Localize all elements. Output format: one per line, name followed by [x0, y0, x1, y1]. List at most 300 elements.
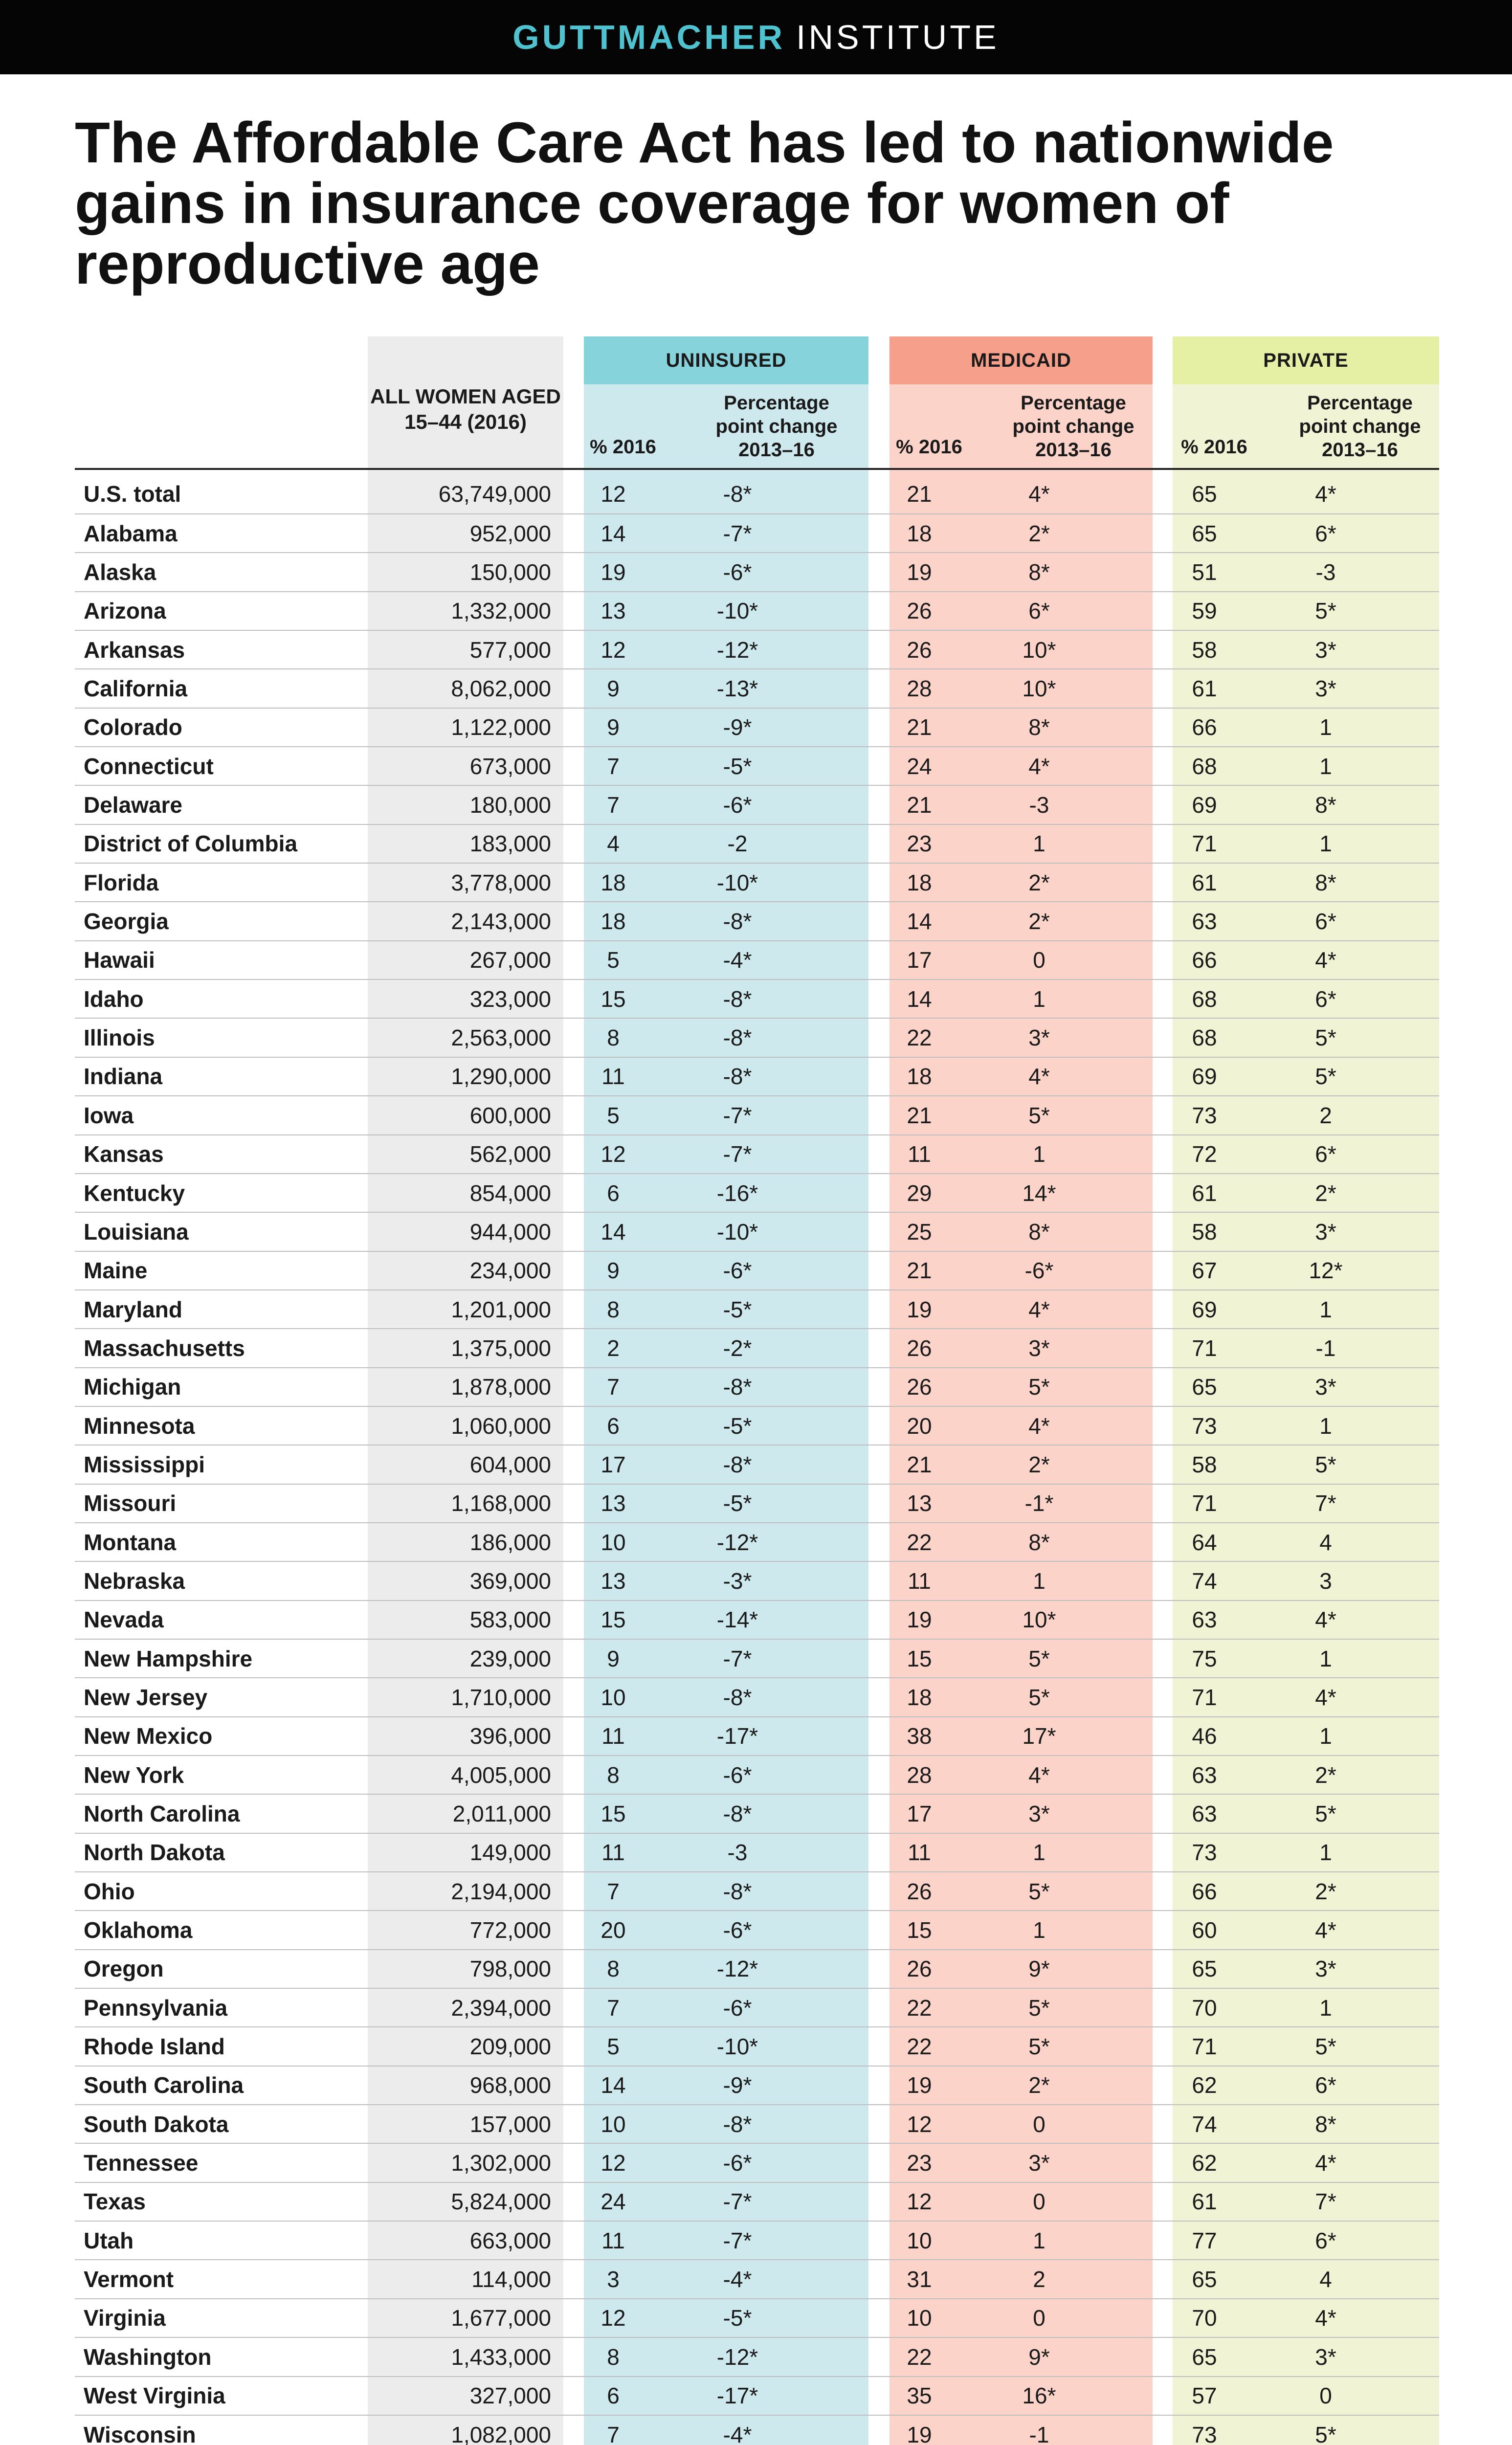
- table-row: [75, 1911, 1439, 1950]
- uninsured-change: -10*: [716, 2034, 758, 2060]
- uninsured-change: -7*: [723, 1645, 752, 1671]
- medicaid-pct-2016: 12: [907, 2111, 932, 2137]
- women-count: 5,824,000: [451, 2189, 551, 2215]
- private-change: 5*: [1315, 1451, 1336, 1477]
- table-row: [75, 514, 1439, 553]
- private-pct-2016: 68: [1192, 1025, 1217, 1051]
- table-row: [75, 1445, 1439, 1484]
- medicaid-pct-2016: 10: [907, 2227, 932, 2253]
- private-change: 6*: [1315, 2227, 1336, 2253]
- private-pct-2016: 71: [1192, 2034, 1217, 2060]
- uninsured-change: -6*: [723, 1258, 752, 1284]
- private-pct-2016: 73: [1192, 1840, 1217, 1866]
- medicaid-pct-2016: 21: [907, 1102, 932, 1128]
- uninsured-change: -6*: [723, 559, 752, 585]
- medicaid-change: 4*: [1028, 1762, 1050, 1788]
- table-row: [75, 709, 1439, 747]
- uninsured-pct-2016: 7: [607, 792, 620, 818]
- uninsured-pct-2016: 18: [600, 909, 626, 934]
- women-count: 1,878,000: [451, 1374, 551, 1400]
- medicaid-change: -6*: [1024, 1258, 1054, 1284]
- table-row: [75, 1950, 1439, 1989]
- women-count: 968,000: [469, 2072, 551, 2098]
- women-count: 1,332,000: [451, 598, 551, 624]
- private-pct-2016: 73: [1192, 2422, 1217, 2445]
- uninsured-pct-2016: 7: [607, 753, 620, 779]
- private-pct-2016: 73: [1192, 1102, 1217, 1128]
- uninsured-change: -8*: [723, 986, 752, 1012]
- uninsured-pct-2016: 5: [607, 2034, 620, 2060]
- medicaid-pct-2016: 18: [907, 520, 932, 546]
- state-name: Minnesota: [84, 1413, 195, 1439]
- medicaid-change: 1: [1033, 1917, 1045, 1943]
- private-change: -1: [1315, 1335, 1336, 1361]
- private-pct-2016: 73: [1192, 1413, 1217, 1439]
- women-count: 396,000: [469, 1723, 551, 1749]
- table-row: [75, 2183, 1439, 2222]
- table-row: [75, 1989, 1439, 2027]
- women-count: 1,710,000: [451, 1684, 551, 1710]
- private-pct-2016: 65: [1192, 1374, 1217, 1400]
- women-count: 183,000: [469, 831, 551, 857]
- uninsured-pct-2016: 5: [607, 947, 620, 973]
- women-count: 209,000: [469, 2034, 551, 2060]
- uninsured-pct-2016: 9: [607, 714, 620, 740]
- private-pct-2016: 65: [1192, 2267, 1217, 2292]
- uninsured-pct-2016: 15: [600, 1607, 626, 1633]
- state-name: New Mexico: [84, 1723, 213, 1749]
- table-row: [75, 553, 1439, 592]
- medicaid-pct-2016: 21: [907, 1451, 932, 1477]
- private-change: 6*: [1315, 909, 1336, 934]
- uninsured-pct-2016: 6: [607, 1180, 620, 1206]
- private-pct-2016: 61: [1192, 869, 1217, 895]
- medicaid-pct-2016: 19: [907, 2422, 932, 2445]
- table-row: [75, 1096, 1439, 1135]
- table-row: [75, 1368, 1439, 1407]
- uninsured-pct-2016: 12: [600, 637, 626, 663]
- uninsured-change: -7*: [723, 2227, 752, 2253]
- medicaid-pct-2016: 17: [907, 1801, 932, 1827]
- uninsured-pct-2016: 15: [600, 986, 626, 1012]
- uninsured-pct-2016: 19: [600, 559, 626, 585]
- private-pct-2016: 77: [1192, 2227, 1217, 2253]
- medicaid-change: 2*: [1028, 520, 1050, 546]
- medicaid-pct-2016: 28: [907, 1762, 932, 1788]
- medicaid-pct-2016: 26: [907, 598, 932, 624]
- private-change: 4: [1319, 1529, 1332, 1555]
- uninsured-pct-2016: 12: [600, 1141, 626, 1167]
- medicaid-pct-2016: 22: [907, 2344, 932, 2370]
- medicaid-change: 5*: [1028, 1374, 1050, 1400]
- table-row: [75, 474, 1439, 514]
- private-change: 5*: [1315, 1064, 1336, 1089]
- private-pct-2016: 74: [1192, 2111, 1217, 2137]
- medicaid-change: 10*: [1022, 1607, 1056, 1633]
- medicaid-change: 4*: [1028, 1064, 1050, 1089]
- private-change: 0: [1319, 2383, 1332, 2409]
- medicaid-change: 3*: [1028, 1335, 1050, 1361]
- uninsured-change: -8*: [723, 1064, 752, 1089]
- uninsured-change: -8*: [723, 481, 752, 507]
- table-row: [75, 1872, 1439, 1911]
- medicaid-pct-2016: 25: [907, 1219, 932, 1245]
- women-count: 1,290,000: [451, 1064, 551, 1089]
- women-count: 180,000: [469, 792, 551, 818]
- state-name: Nevada: [84, 1607, 164, 1633]
- private-change: 8*: [1315, 792, 1336, 818]
- state-name: Washington: [84, 2344, 212, 2370]
- private-change: 5*: [1315, 2422, 1336, 2445]
- state-name: New York: [84, 1762, 184, 1788]
- state-name: Illinois: [84, 1025, 155, 1051]
- uninsured-pct-2016: 10: [600, 2111, 626, 2137]
- header-bar: [0, 0, 1512, 74]
- women-count: 1,168,000: [451, 1490, 551, 1516]
- uninsured-change: -10*: [716, 1219, 758, 1245]
- table-row: [75, 2416, 1439, 2445]
- table-row: [75, 825, 1439, 864]
- private-change: 1: [1319, 1296, 1332, 1322]
- table-row: [75, 1058, 1439, 1096]
- table-row: [75, 1601, 1439, 1640]
- uninsured-pct-2016: 11: [601, 1064, 625, 1089]
- state-name: Ohio: [84, 1878, 135, 1904]
- private-change: 4*: [1315, 947, 1336, 973]
- private-pct-2016: 66: [1192, 714, 1217, 740]
- women-count: 3,778,000: [451, 869, 551, 895]
- uninsured-change: -8*: [723, 1374, 752, 1400]
- uninsured-change: -12*: [716, 1529, 758, 1555]
- private-pct-2016: 69: [1192, 1296, 1217, 1322]
- private-pct-2016: 74: [1192, 1568, 1217, 1594]
- women-count: 2,143,000: [451, 909, 551, 934]
- medicaid-change: 2*: [1028, 909, 1050, 934]
- state-name: Utah: [84, 2227, 134, 2253]
- table-row: [75, 2299, 1439, 2338]
- table-row: [75, 941, 1439, 980]
- private-pct-2016: 69: [1192, 792, 1217, 818]
- private-change: 6*: [1315, 986, 1336, 1012]
- private-change: 2*: [1315, 1878, 1336, 1904]
- private-change: 4*: [1315, 1607, 1336, 1633]
- medicaid-change: 2*: [1028, 2072, 1050, 2098]
- medicaid-change: 1: [1033, 2227, 1045, 2253]
- medicaid-change: 3*: [1028, 2150, 1050, 2176]
- medicaid-change: 10*: [1022, 637, 1056, 663]
- women-count: 1,201,000: [451, 1296, 551, 1322]
- private-pct-2016: 58: [1192, 637, 1217, 663]
- table-row: [75, 1290, 1439, 1329]
- medicaid-change: 3*: [1028, 1025, 1050, 1051]
- uninsured-change: -7*: [723, 2189, 752, 2215]
- medicaid-pct-2016: 23: [907, 2150, 932, 2176]
- uninsured-change: -6*: [723, 1762, 752, 1788]
- women-count: 1,302,000: [451, 2150, 551, 2176]
- medicaid-pct-2016: 11: [908, 1840, 931, 1866]
- private-change: 1: [1319, 1995, 1332, 2021]
- state-name: Vermont: [84, 2267, 174, 2292]
- women-count: 4,005,000: [451, 1762, 551, 1788]
- private-change: 3*: [1315, 676, 1336, 702]
- uninsured-change: -8*: [723, 909, 752, 934]
- uninsured-change-header: Percentage point change 2013–16: [715, 392, 838, 461]
- private-pct-2016: 64: [1192, 1529, 1217, 1555]
- medicaid-change: 8*: [1028, 1529, 1050, 1555]
- medicaid-pct-2016: 18: [907, 869, 932, 895]
- uninsured-pct-2016: 13: [600, 1568, 626, 1594]
- uninsured-pct-2016: 15: [600, 1801, 626, 1827]
- table-row: [75, 1485, 1439, 1523]
- medicaid-pct-2016: 26: [907, 1374, 932, 1400]
- state-name: Maryland: [84, 1296, 182, 1322]
- women-count: 583,000: [469, 1607, 551, 1633]
- medicaid-pct-2016: 21: [907, 1258, 932, 1284]
- uninsured-pct-2016: 17: [600, 1451, 626, 1477]
- medicaid-pct-2016: 22: [907, 2034, 932, 2060]
- private-pct-2016: 58: [1192, 1219, 1217, 1245]
- medicaid-pct-2016: 31: [907, 2267, 932, 2292]
- state-name: Kentucky: [84, 1180, 185, 1206]
- women-count: 157,000: [469, 2111, 551, 2137]
- uninsured-pct-2016: 8: [607, 1762, 620, 1788]
- uninsured-pct-2016: 6: [607, 2383, 620, 2409]
- table-row: [75, 1019, 1439, 1057]
- uninsured-pct-2016: 11: [601, 1840, 625, 1866]
- private-change: 5*: [1315, 2034, 1336, 2060]
- medicaid-group-header: MEDICAID: [889, 336, 1153, 384]
- medicaid-change: 3*: [1028, 1801, 1050, 1827]
- state-name: Massachusetts: [84, 1335, 245, 1361]
- state-name: New Jersey: [84, 1684, 208, 1710]
- medicaid-pct-2016: 26: [907, 637, 932, 663]
- medicaid-change: 4*: [1028, 481, 1050, 507]
- private-change: 8*: [1315, 869, 1336, 895]
- medicaid-change: 0: [1033, 2305, 1045, 2331]
- women-count: 1,060,000: [451, 1413, 551, 1439]
- uninsured-change: -3: [727, 1840, 748, 1866]
- women-count: 369,000: [469, 1568, 551, 1594]
- uninsured-pct-2016: 2: [607, 1335, 620, 1361]
- private-change-header: Percentage point change 2013–16: [1299, 392, 1421, 461]
- state-name: Texas: [84, 2189, 146, 2215]
- uninsured-pct-2016: 6: [607, 1413, 620, 1439]
- uninsured-pct-2016-header: % 2016: [590, 436, 656, 458]
- private-change: 4*: [1315, 2150, 1336, 2176]
- medicaid-change: 17*: [1022, 1723, 1056, 1749]
- uninsured-change: -7*: [723, 520, 752, 546]
- medicaid-pct-2016: 18: [907, 1684, 932, 1710]
- medicaid-pct-2016: 11: [908, 1568, 931, 1594]
- table-row: [75, 864, 1439, 902]
- uninsured-pct-2016: 4: [607, 831, 620, 857]
- uninsured-pct-2016: 14: [600, 1219, 626, 1245]
- medicaid-pct-2016-header: % 2016: [896, 436, 962, 458]
- medicaid-pct-2016: 19: [907, 1607, 932, 1633]
- medicaid-change: 9*: [1028, 2344, 1050, 2370]
- medicaid-pct-2016: 35: [907, 2383, 932, 2409]
- private-change: 1: [1319, 1645, 1332, 1671]
- medicaid-change: 5*: [1028, 1102, 1050, 1128]
- medicaid-change: 0: [1033, 947, 1045, 973]
- medicaid-change: 10*: [1022, 676, 1056, 702]
- medicaid-change: 8*: [1028, 559, 1050, 585]
- medicaid-pct-2016: 19: [907, 2072, 932, 2098]
- uninsured-change: -4*: [723, 2422, 752, 2445]
- medicaid-change: 1: [1033, 1568, 1045, 1594]
- medicaid-change: 5*: [1028, 1995, 1050, 2021]
- private-pct-2016: 59: [1192, 598, 1217, 624]
- private-pct-2016: 58: [1192, 1451, 1217, 1477]
- state-name: Georgia: [84, 909, 169, 934]
- uninsured-pct-2016: 12: [600, 2305, 626, 2331]
- uninsured-change: -10*: [716, 869, 758, 895]
- uninsured-change: -8*: [723, 1684, 752, 1710]
- table-row: [75, 1174, 1439, 1213]
- medicaid-change: 16*: [1022, 2383, 1056, 2409]
- table-row: [75, 2338, 1439, 2377]
- table-row: [75, 1640, 1439, 1678]
- uninsured-pct-2016: 12: [600, 481, 626, 507]
- uninsured-change: -9*: [723, 2072, 752, 2098]
- private-change: 4*: [1315, 481, 1336, 507]
- medicaid-change: 5*: [1028, 1645, 1050, 1671]
- table-row: [75, 1213, 1439, 1251]
- uninsured-pct-2016: 24: [600, 2189, 626, 2215]
- state-name: Mississippi: [84, 1451, 205, 1477]
- medicaid-pct-2016: 10: [907, 2305, 932, 2331]
- table-row: [75, 2105, 1439, 2144]
- table-row: [75, 1795, 1439, 1833]
- uninsured-pct-2016: 10: [600, 1684, 626, 1710]
- women-count: 1,122,000: [451, 714, 551, 740]
- uninsured-change: -9*: [723, 714, 752, 740]
- table-row: [75, 1523, 1439, 1562]
- private-pct-2016: 69: [1192, 1064, 1217, 1089]
- uninsured-change: -16*: [716, 1180, 758, 1206]
- private-change: 4*: [1315, 1684, 1336, 1710]
- private-change: 1: [1319, 753, 1332, 779]
- women-count: 8,062,000: [451, 676, 551, 702]
- private-pct-2016: 62: [1192, 2150, 1217, 2176]
- private-change: 3*: [1315, 2344, 1336, 2370]
- medicaid-change: 4*: [1028, 753, 1050, 779]
- page-title: The Affordable Care Act has led to nationwide gains in insurance coverage for women of reproductive age: [75, 111, 1334, 296]
- state-name: Oregon: [84, 1956, 164, 1982]
- private-change: 2: [1319, 1102, 1332, 1128]
- state-name: Connecticut: [84, 753, 214, 779]
- state-name: Wisconsin: [84, 2422, 196, 2445]
- table-row: [75, 2067, 1439, 2105]
- women-count: 1,082,000: [451, 2422, 551, 2445]
- private-change: 6*: [1315, 520, 1336, 546]
- table-row: [75, 2377, 1439, 2416]
- private-change: 3*: [1315, 1219, 1336, 1245]
- medicaid-pct-2016: 15: [907, 1917, 932, 1943]
- uninsured-change: -8*: [723, 1451, 752, 1477]
- table-row: [75, 902, 1439, 941]
- private-change: 7*: [1315, 1490, 1336, 1516]
- private-pct-2016: 61: [1192, 676, 1217, 702]
- women-count: 327,000: [469, 2383, 551, 2409]
- uninsured-pct-2016: 10: [600, 1529, 626, 1555]
- uninsured-pct-2016: 9: [607, 1258, 620, 1284]
- state-name: Indiana: [84, 1064, 163, 1089]
- medicaid-change: 5*: [1028, 1684, 1050, 1710]
- uninsured-pct-2016: 9: [607, 676, 620, 702]
- women-count: 323,000: [469, 986, 551, 1012]
- medicaid-change: -3: [1029, 792, 1049, 818]
- header-divider: [75, 468, 1439, 470]
- private-pct-2016: 51: [1192, 559, 1217, 585]
- uninsured-change: -2*: [723, 1335, 752, 1361]
- private-pct-2016: 70: [1192, 2305, 1217, 2331]
- medicaid-change: 2*: [1028, 869, 1050, 895]
- medicaid-change: 4*: [1028, 1413, 1050, 1439]
- uninsured-change: -7*: [723, 1141, 752, 1167]
- table-row: [75, 1678, 1439, 1717]
- private-pct-2016: 71: [1192, 1684, 1217, 1710]
- medicaid-pct-2016: 15: [907, 1645, 932, 1671]
- medicaid-pct-2016: 19: [907, 559, 932, 585]
- table-row: [75, 1329, 1439, 1368]
- uninsured-pct-2016: 12: [600, 2150, 626, 2176]
- uninsured-change: -4*: [723, 947, 752, 973]
- state-name: Oklahoma: [84, 1917, 193, 1943]
- coverage-table: [75, 474, 1439, 2445]
- uninsured-pct-2016: 13: [600, 598, 626, 624]
- medicaid-pct-2016: 22: [907, 1995, 932, 2021]
- private-pct-2016: 63: [1192, 1801, 1217, 1827]
- women-count: 150,000: [469, 559, 551, 585]
- women-count: 63,749,000: [438, 481, 551, 507]
- state-name: New Hampshire: [84, 1645, 253, 1671]
- medicaid-pct-2016: 38: [907, 1723, 932, 1749]
- private-change: 4*: [1315, 1917, 1336, 1943]
- state-name: South Carolina: [84, 2072, 244, 2098]
- private-pct-2016: 57: [1192, 2383, 1217, 2409]
- medicaid-pct-2016: 17: [907, 947, 932, 973]
- private-pct-2016: 65: [1192, 481, 1217, 507]
- private-change: 4: [1319, 2267, 1332, 2292]
- table-row: [75, 1135, 1439, 1174]
- medicaid-pct-2016: 26: [907, 1956, 932, 1982]
- private-change: 1: [1319, 1723, 1332, 1749]
- private-pct-2016: 75: [1192, 1645, 1217, 1671]
- uninsured-change: -2: [727, 831, 748, 857]
- medicaid-pct-2016: 26: [907, 1335, 932, 1361]
- women-count: 1,433,000: [451, 2344, 551, 2370]
- state-name: Alabama: [84, 520, 178, 546]
- state-name: Rhode Island: [84, 2034, 225, 2060]
- medicaid-change: 1: [1033, 986, 1045, 1012]
- private-pct-2016: 66: [1192, 947, 1217, 973]
- women-count: 600,000: [469, 1102, 551, 1128]
- table-row: [75, 1252, 1439, 1290]
- private-change: 5*: [1315, 598, 1336, 624]
- table-row: [75, 1756, 1439, 1795]
- women-count: 186,000: [469, 1529, 551, 1555]
- women-count: 2,011,000: [452, 1801, 551, 1827]
- private-pct-2016: 71: [1192, 1490, 1217, 1516]
- uninsured-pct-2016: 7: [607, 2422, 620, 2445]
- women-count: 604,000: [469, 1451, 551, 1477]
- medicaid-change: 0: [1033, 2111, 1045, 2137]
- medicaid-change: 1: [1033, 831, 1045, 857]
- uninsured-pct-2016: 8: [607, 2344, 620, 2370]
- uninsured-change: -5*: [723, 753, 752, 779]
- women-count: 2,194,000: [451, 1878, 551, 1904]
